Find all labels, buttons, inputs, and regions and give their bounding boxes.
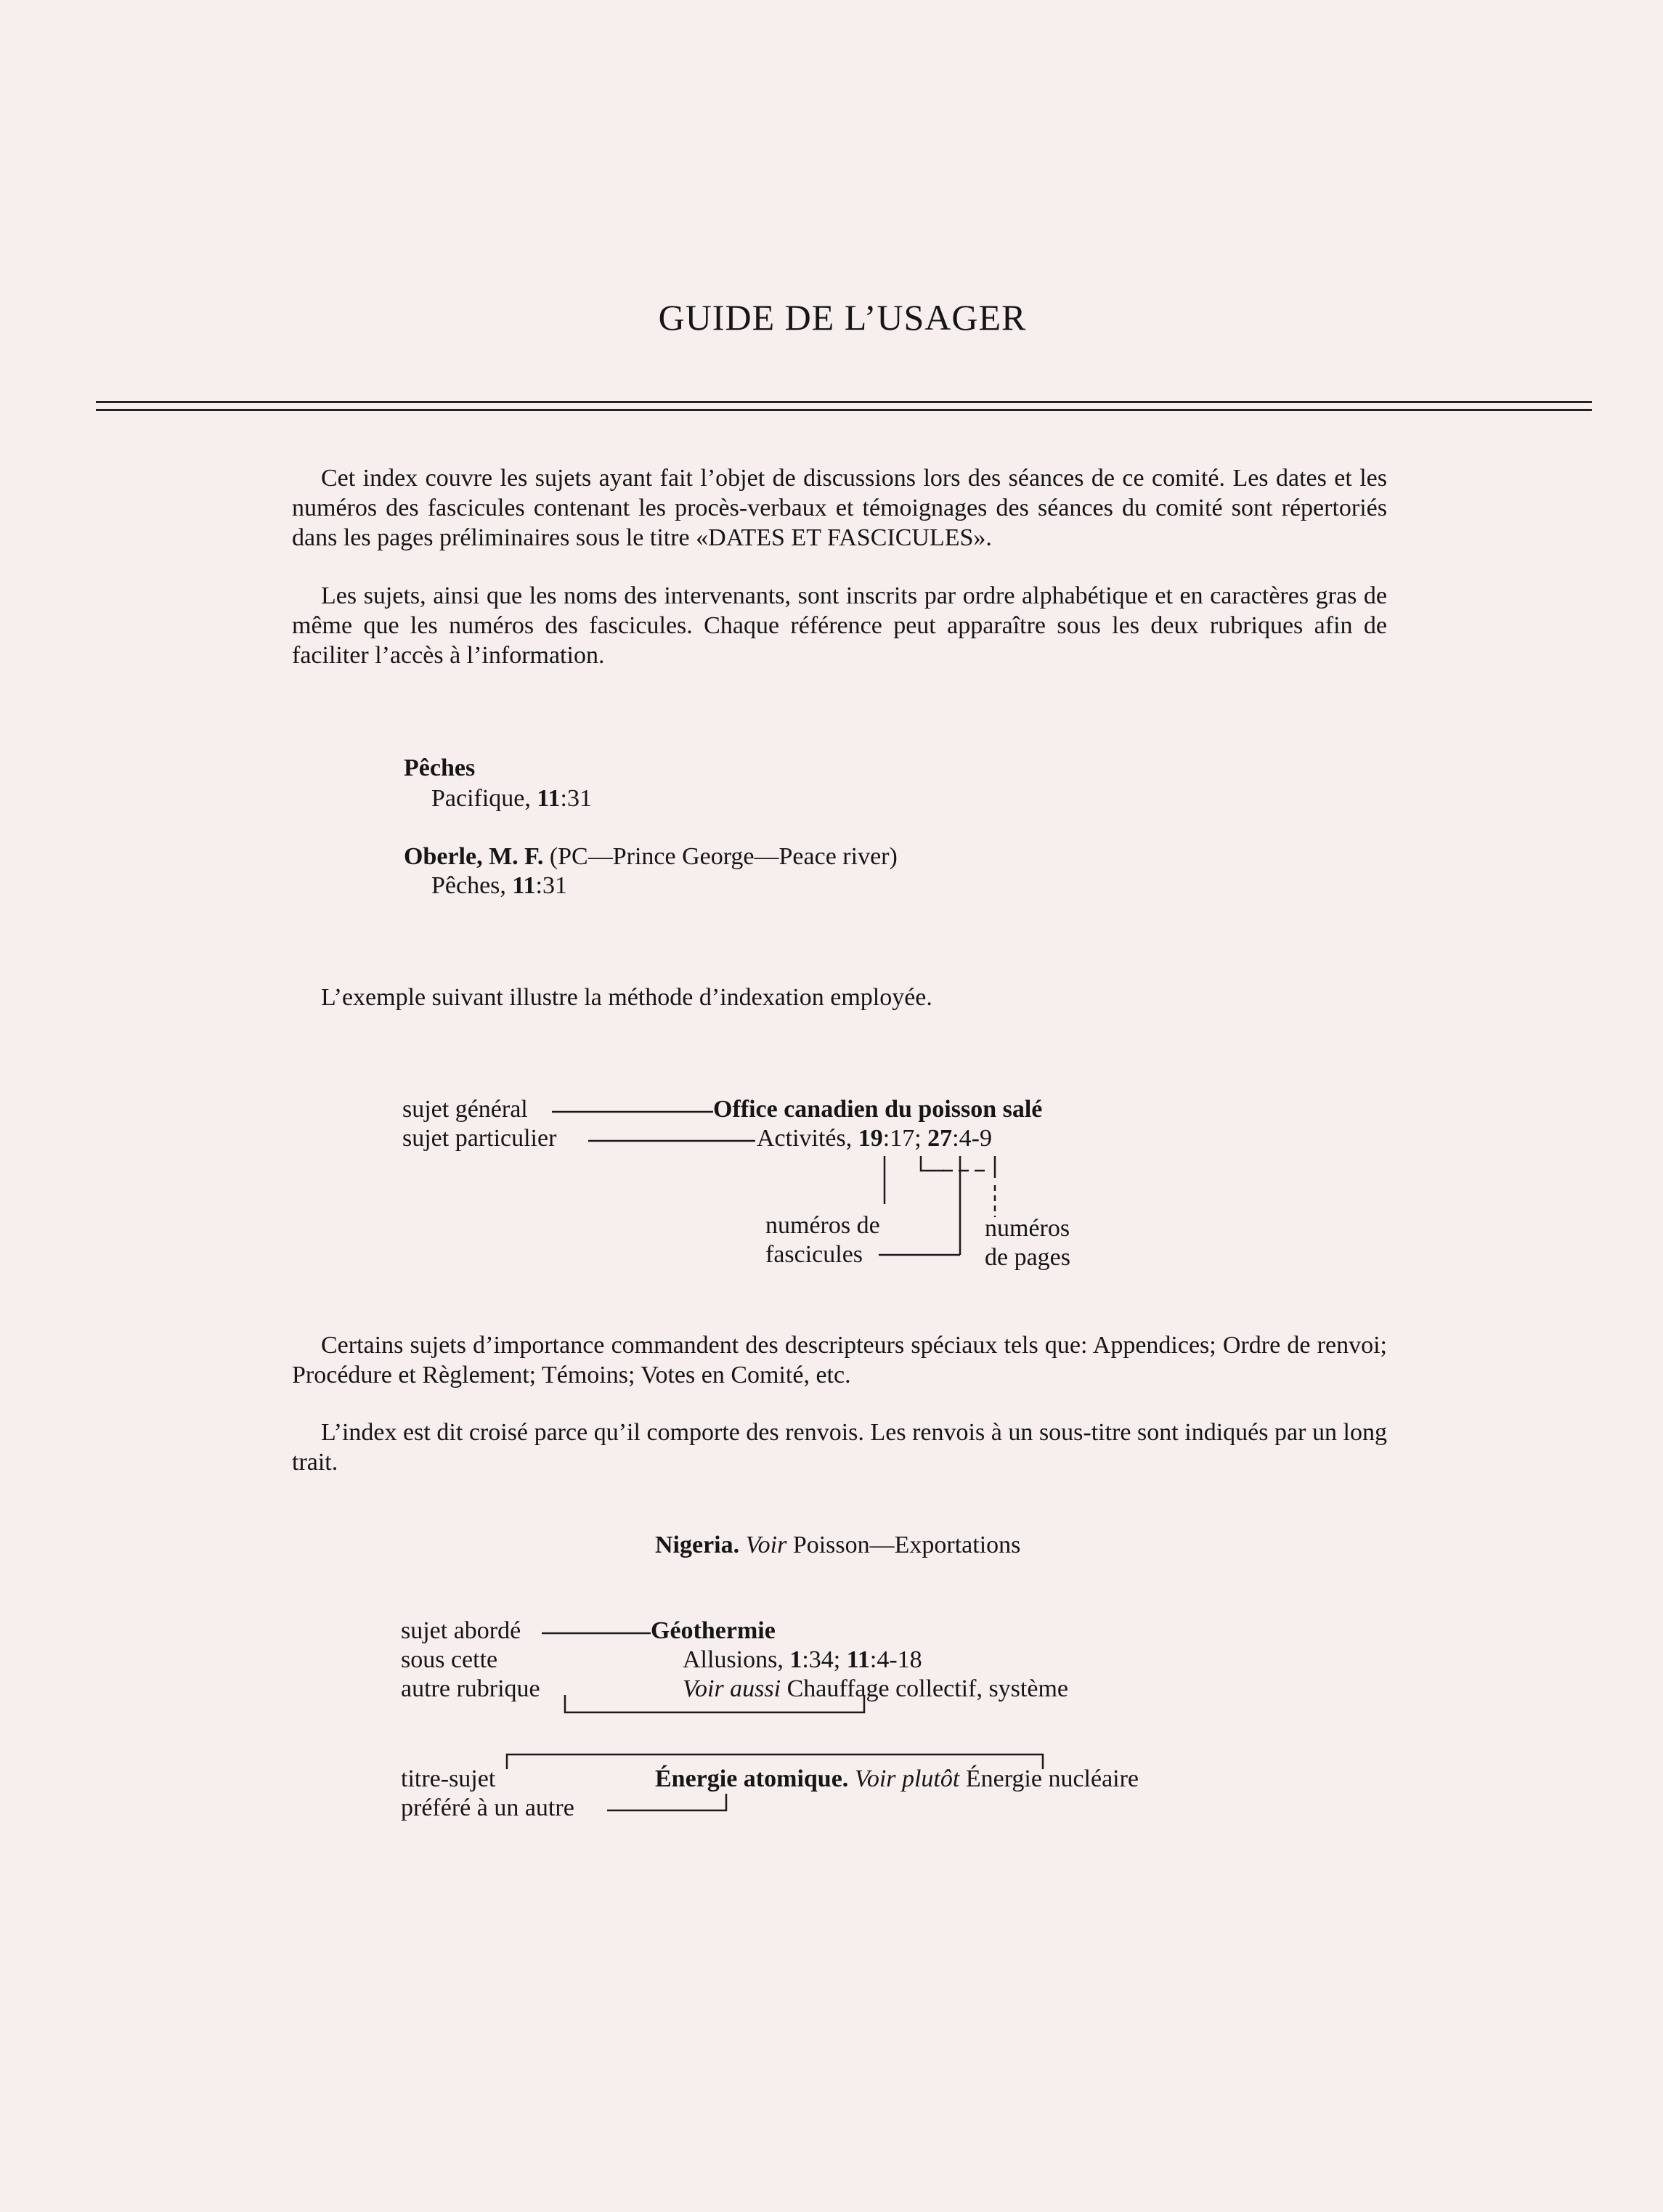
intro-text: Cet index couvre les sujets ayant fait l’objet de discussions lors des séances de ce comité. Les dates et les numéros des fascicules contenant les procès-verbaux et témoignages des séances du comité sont répertoriés dans les pages préliminaires sous le titre «DATES ET FASCICULES». xyxy=(292,465,1387,551)
line-prefere xyxy=(607,1794,726,1810)
label-sujet-aborde: sujet abordé xyxy=(401,1617,521,1644)
cross-reference-text: L’index est dit croisé parce qu’il comporte des renvois. Les renvois à un sous-titre sont indiqués par un long trait. xyxy=(292,1419,1387,1476)
label-sujet-general: sujet général xyxy=(402,1096,528,1123)
bracket-autre-rubrique xyxy=(565,1695,864,1712)
diagram2-allusions: Allusions, 1:34; 11:4-18 xyxy=(683,1646,922,1673)
example-peches-subentry: Pacifique, 11:31 xyxy=(431,785,592,812)
descriptors-text: Certains sujets d’importance commandent des descripteurs spéciaux tels que: Appendices; Ordre de renvoi; Procédure et Règlement; Témoins; Votes en Comité, etc. xyxy=(292,1332,1387,1388)
diagram2-heading: Géothermie xyxy=(651,1617,776,1644)
diagram1-heading: Office canadien du poisson salé xyxy=(713,1096,1043,1123)
diagram3-entry: Énergie atomique. Voir plutôt Énergie nucléaire xyxy=(655,1765,1139,1792)
nigeria-example: Nigeria. Voir Poisson—Exportations xyxy=(655,1532,1021,1558)
page-title: GUIDE DE L’USAGER xyxy=(658,297,1027,338)
label-titre-sujet: titre-sujet xyxy=(401,1765,496,1792)
bracket-titre-sujet xyxy=(507,1754,1043,1769)
label-prefere: préféré à un autre xyxy=(401,1794,574,1821)
diagram2-voir-aussi: Voir aussi Chauffage collectif, système xyxy=(683,1675,1068,1702)
label-numeros-pages-2: de pages xyxy=(985,1244,1071,1271)
label-sujet-particulier: sujet particulier xyxy=(402,1125,557,1152)
example-oberle-subentry: Pêches, 11:31 xyxy=(431,872,567,899)
diagram1-subentry: Activités, 19:17; 27:4-9 xyxy=(757,1125,992,1152)
example-oberle-heading: Oberle, M. F. (PC—Prince George—Peace river) xyxy=(404,843,898,870)
label-numeros-fascicules-1: numéros de xyxy=(765,1212,880,1239)
label-numeros-fascicules-2: fascicules xyxy=(765,1241,863,1268)
example-peches-heading: Pêches xyxy=(404,755,476,781)
method-intro: L’exemple suivant illustre la méthode d’indexation employée. xyxy=(321,984,932,1011)
label-autre-rubrique: autre rubrique xyxy=(401,1675,540,1702)
alphabetical-text: Les sujets, ainsi que les noms des intervenants, sont inscrits par ordre alphabétique et en caractères gras de même que les numéros des fascicules. Chaque référence peut apparaître sous les deux rubriques afin de faciliter l’accès à l’information. xyxy=(292,582,1387,669)
label-sous-cette: sous cette xyxy=(401,1646,498,1673)
bracket-page-17 xyxy=(921,1156,944,1171)
label-numeros-pages-1: numéros xyxy=(985,1215,1070,1242)
